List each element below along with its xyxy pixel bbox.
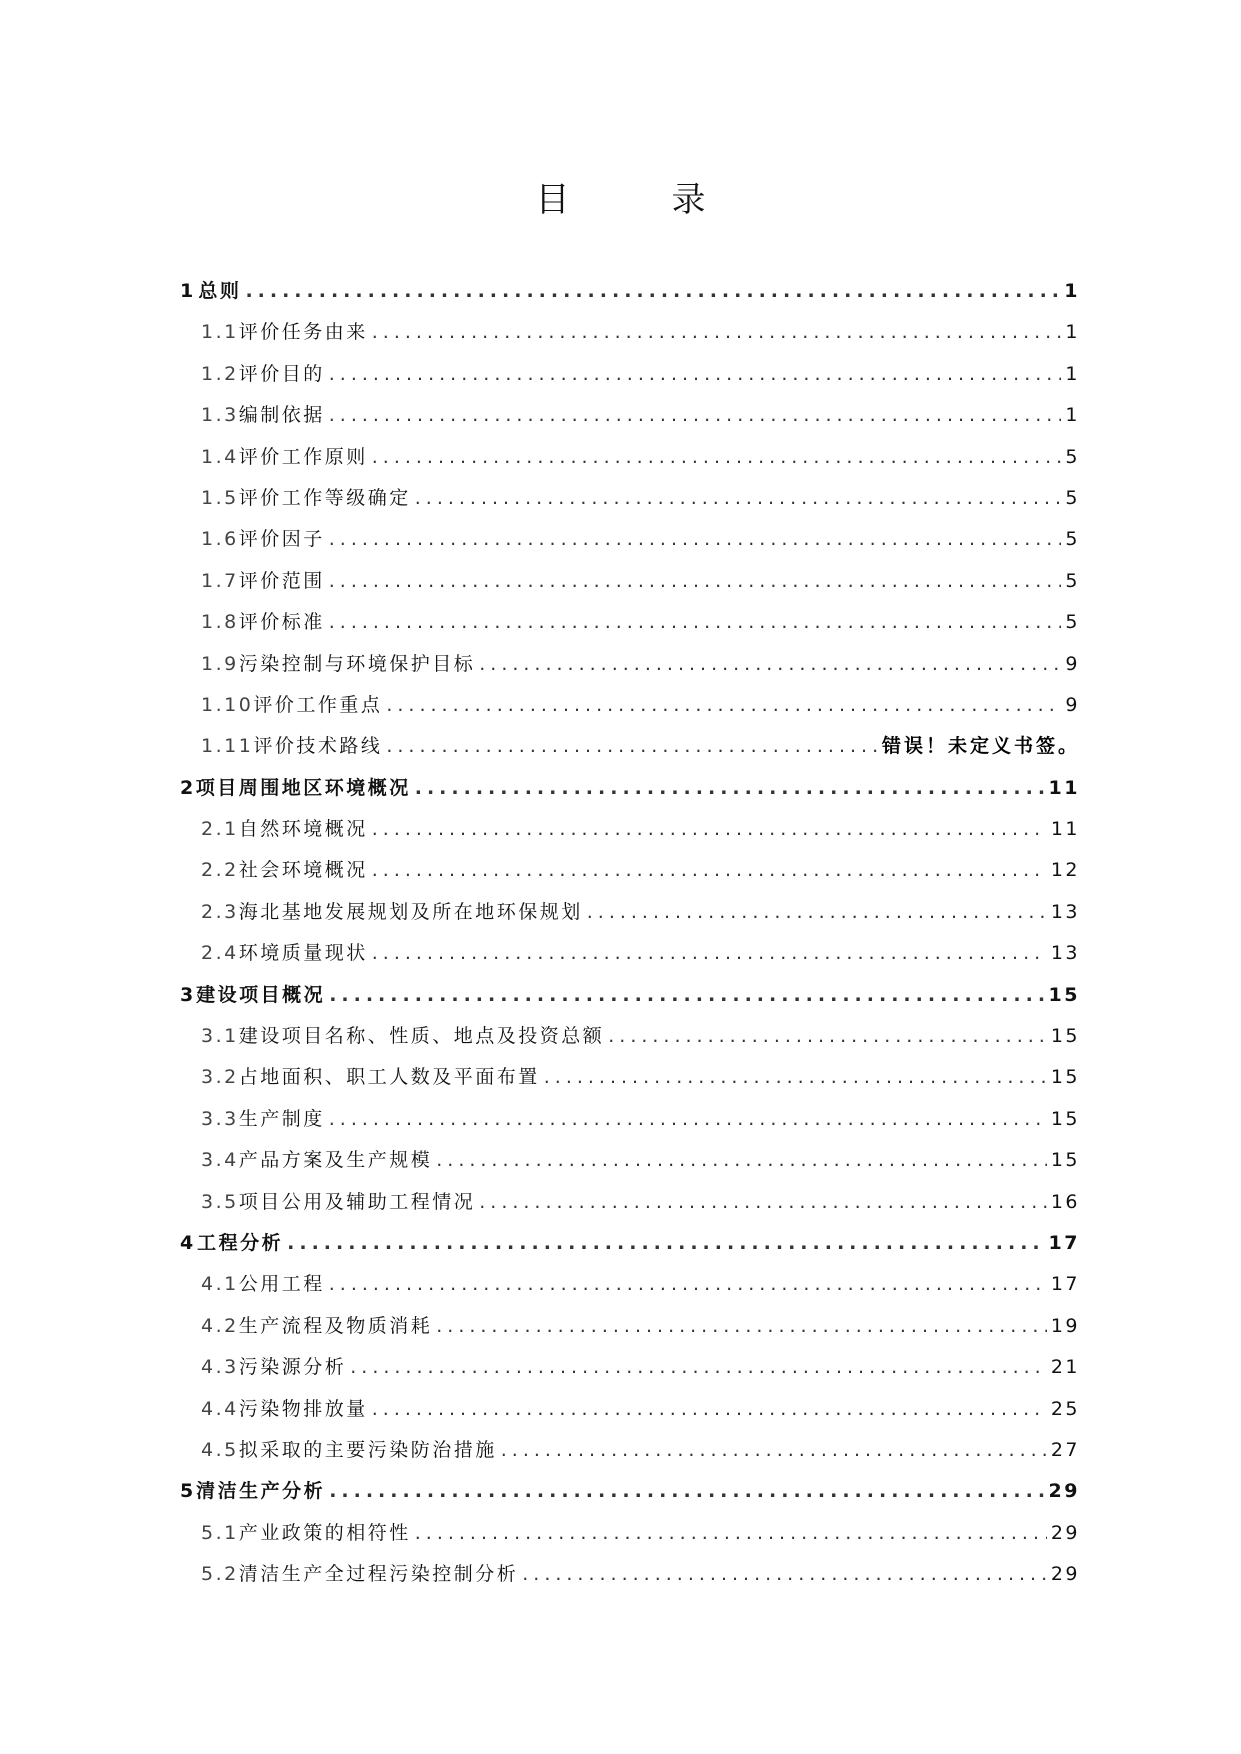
toc-entry-label: 评价工作原则: [238, 445, 368, 468]
toc-entry[interactable]: [180, 897, 1080, 938]
toc-entry-number: 4.1: [201, 1273, 239, 1296]
dot-leader: [329, 1480, 1044, 1502]
toc-entry-number: 1.1: [201, 321, 239, 344]
toc-entry-number: 1.2: [201, 362, 239, 385]
toc-entry-number: 2.1: [201, 818, 239, 841]
dot-leader: [329, 528, 1062, 550]
dot-leader: [372, 859, 1047, 881]
dot-leader: [329, 1108, 1047, 1130]
toc-entry-page-number: 5: [1065, 569, 1080, 592]
dot-leader: [501, 1439, 1047, 1461]
toc-entry-number: 1.4: [201, 445, 239, 468]
toc-entry-label: 生产制度: [238, 1107, 325, 1130]
toc-entry-error-message: 错误！未定义书签。: [881, 735, 1080, 758]
dot-leader: [372, 818, 1047, 840]
toc-entry-page-number: 1: [1065, 404, 1080, 427]
toc-entry-label: 项目公用及辅助工程情况: [238, 1190, 476, 1213]
toc-entry[interactable]: [180, 1476, 1080, 1517]
dot-leader: [245, 280, 1060, 302]
toc-entry[interactable]: [180, 1104, 1080, 1145]
document-title: 目 录: [535, 180, 740, 220]
dot-leader: [386, 735, 878, 757]
toc-entry-label: 清洁生产全过程污染控制分析: [238, 1563, 519, 1586]
toc-entry-page-number: 9: [1065, 693, 1080, 716]
toc-entry[interactable]: [180, 1518, 1080, 1559]
toc-entry-number: 2: [180, 776, 196, 799]
dot-leader: [350, 1356, 1047, 1378]
dot-leader: [522, 1563, 1047, 1585]
toc-entry-label: 评价工作等级确定: [238, 486, 411, 509]
toc-entry-page-number: 15: [1050, 1025, 1080, 1048]
toc-entry-page-number: 1: [1065, 321, 1080, 344]
toc-entry-label: 海北基地发展规划及所在地环保规划: [238, 900, 583, 923]
toc-entry-label: 评价任务由来: [238, 321, 368, 344]
toc-entry-label: 评价范围: [238, 569, 325, 592]
toc-entry[interactable]: [180, 1352, 1080, 1393]
toc-entry-number: 4.2: [201, 1314, 239, 1337]
toc-entry-label: 占地面积、职工人数及平面布置: [238, 1066, 540, 1089]
toc-entry[interactable]: [180, 938, 1080, 979]
toc-entry-page-number: 11: [1048, 776, 1080, 799]
toc-entry-label: 污染物排放量: [238, 1397, 368, 1420]
dot-leader: [415, 777, 1045, 799]
dot-leader: [415, 1522, 1047, 1544]
toc-entry-number: 5.1: [201, 1521, 239, 1544]
toc-entry-number: 2.2: [201, 859, 239, 882]
toc-entry-number: 1.8: [201, 611, 239, 634]
dot-leader: [544, 1066, 1047, 1088]
dot-leader: [436, 1149, 1047, 1171]
toc-entry-label: 评价标准: [238, 611, 325, 634]
dot-leader: [329, 984, 1044, 1006]
toc-entry[interactable]: [180, 317, 1080, 358]
toc-entry-number: 1.7: [201, 569, 239, 592]
toc-entry[interactable]: [180, 1559, 1080, 1600]
dot-leader: [479, 653, 1061, 675]
dot-leader: [329, 363, 1062, 385]
dot-leader: [386, 694, 1061, 716]
toc-entry[interactable]: [180, 649, 1080, 690]
toc-entry-page-number: 5: [1065, 445, 1080, 468]
toc-entry[interactable]: [180, 690, 1080, 731]
toc-entry-page-number: 15: [1050, 1149, 1080, 1172]
toc-entry[interactable]: [180, 1145, 1080, 1186]
toc-entry-page-number: 16: [1050, 1190, 1080, 1213]
table-of-contents: [180, 276, 1080, 1601]
toc-entry-number: 2.4: [201, 942, 239, 965]
toc-entry-page-number: 29: [1050, 1521, 1080, 1544]
toc-entry-page-number: 15: [1050, 1107, 1080, 1130]
dot-leader: [372, 321, 1062, 343]
toc-entry-number: 5: [180, 1480, 196, 1503]
toc-entry-number: 1.11: [201, 735, 254, 758]
toc-entry-number: 4: [180, 1231, 196, 1254]
toc-entry-label: 环境质量现状: [238, 942, 368, 965]
toc-entry-label: 社会环境概况: [238, 859, 368, 882]
toc-entry-number: 1.9: [201, 652, 239, 675]
toc-entry-page-number: 5: [1065, 528, 1080, 551]
toc-entry[interactable]: [180, 1062, 1080, 1103]
toc-entry-page-number: 5: [1065, 611, 1080, 634]
toc-entry-label: 编制依据: [238, 404, 325, 427]
toc-entry-label: 拟采取的主要污染防治措施: [238, 1438, 497, 1461]
toc-entry[interactable]: [180, 442, 1080, 483]
toc-entry-number: 4.3: [201, 1356, 239, 1379]
dot-leader: [329, 611, 1062, 633]
toc-entry-label: 清洁生产分析: [196, 1480, 326, 1503]
toc-entry[interactable]: [180, 1021, 1080, 1062]
dot-leader: [436, 1315, 1047, 1337]
toc-entry-label: 生产流程及物质消耗: [238, 1314, 433, 1337]
toc-entry[interactable]: [180, 731, 1080, 772]
toc-entry-number: 3.4: [201, 1149, 239, 1172]
toc-entry[interactable]: [180, 855, 1080, 896]
toc-entry[interactable]: [180, 276, 1080, 317]
toc-entry-number: 1: [180, 280, 196, 302]
toc-entry[interactable]: [180, 483, 1080, 524]
dot-leader: [587, 901, 1047, 923]
toc-entry-page-number: 17: [1050, 1273, 1080, 1296]
dot-leader: [329, 1273, 1047, 1295]
toc-entry-page-number: 29: [1048, 1480, 1080, 1503]
toc-entry-page-number: 11: [1050, 818, 1080, 841]
toc-entry[interactable]: [180, 524, 1080, 565]
toc-entry-label: 产品方案及生产规模: [238, 1149, 433, 1172]
toc-entry-label: 产业政策的相符性: [238, 1521, 411, 1544]
toc-entry[interactable]: [180, 1394, 1080, 1435]
toc-entry-page-number: 21: [1050, 1356, 1080, 1379]
toc-entry-number: 3.1: [201, 1025, 239, 1048]
toc-entry-page-number: 19: [1050, 1314, 1080, 1337]
dot-leader: [372, 446, 1062, 468]
toc-entry-label: 公用工程: [238, 1273, 325, 1296]
toc-entry-page-number: 5: [1065, 486, 1080, 509]
toc-entry-number: 5.2: [201, 1563, 239, 1586]
toc-entry-label: 污染控制与环境保护目标: [238, 652, 476, 675]
toc-entry[interactable]: [180, 980, 1080, 1021]
toc-entry-number: 3.3: [201, 1107, 239, 1130]
toc-entry[interactable]: [180, 1435, 1080, 1476]
toc-entry-label: 评价目的: [238, 362, 325, 385]
dot-leader: [479, 1191, 1047, 1213]
toc-entry-number: 4.5: [201, 1438, 239, 1461]
toc-entry-page-number: 1: [1064, 280, 1080, 302]
toc-entry[interactable]: [180, 566, 1080, 607]
toc-entry[interactable]: [180, 1269, 1080, 1310]
toc-entry-label: 评价技术路线: [253, 735, 383, 758]
toc-entry-number: 1.5: [201, 486, 239, 509]
dot-leader: [372, 1398, 1047, 1420]
dot-leader: [372, 942, 1047, 964]
toc-entry-page-number: 15: [1050, 1066, 1080, 1089]
toc-entry-number: 1.6: [201, 528, 239, 551]
toc-entry[interactable]: [180, 1228, 1080, 1269]
dot-leader: [329, 570, 1062, 592]
toc-entry[interactable]: [180, 1187, 1080, 1228]
toc-entry-label: 建设项目概况: [196, 983, 326, 1006]
toc-entry-label: 污染源分析: [238, 1356, 347, 1379]
toc-entry-number: 1.3: [201, 404, 239, 427]
dot-leader: [329, 404, 1062, 426]
toc-entry-page-number: 25: [1050, 1397, 1080, 1420]
toc-entry-page-number: 13: [1050, 900, 1080, 923]
toc-entry-label: 总则: [198, 280, 242, 302]
toc-entry-page-number: 27: [1050, 1438, 1080, 1461]
toc-entry-label: 评价因子: [238, 528, 325, 551]
toc-entry-page-number: 29: [1050, 1563, 1080, 1586]
toc-entry[interactable]: [180, 814, 1080, 855]
toc-entry-label: 自然环境概况: [238, 818, 368, 841]
toc-entry-page-number: 15: [1048, 983, 1080, 1006]
toc-entry[interactable]: [180, 607, 1080, 648]
toc-entry[interactable]: [180, 400, 1080, 441]
toc-entry-number: 4.4: [201, 1397, 239, 1420]
toc-entry-label: 项目周围地区环境概况: [195, 776, 411, 799]
dot-leader: [415, 487, 1062, 509]
toc-entry-number: 3: [180, 983, 196, 1006]
toc-entry-page-number: 1: [1065, 362, 1080, 385]
toc-entry-number: 2.3: [201, 900, 239, 923]
dot-leader: [287, 1232, 1044, 1254]
toc-entry-label: 评价工作重点: [253, 693, 383, 716]
dot-leader: [608, 1025, 1047, 1047]
toc-entry-number: 3.2: [201, 1066, 239, 1089]
toc-entry[interactable]: [180, 773, 1080, 814]
toc-entry-page-number: 17: [1048, 1231, 1080, 1254]
toc-entry-page-number: 12: [1050, 859, 1080, 882]
toc-entry[interactable]: [180, 359, 1080, 400]
toc-entry-label: 建设项目名称、性质、地点及投资总额: [238, 1025, 605, 1048]
toc-entry-page-number: 9: [1065, 652, 1080, 675]
toc-entry-label: 工程分析: [197, 1231, 284, 1254]
toc-entry-number: 3.5: [201, 1190, 239, 1213]
toc-entry-number: 1.10: [201, 693, 254, 716]
toc-entry-page-number: 13: [1050, 942, 1080, 965]
toc-entry[interactable]: [180, 1311, 1080, 1352]
